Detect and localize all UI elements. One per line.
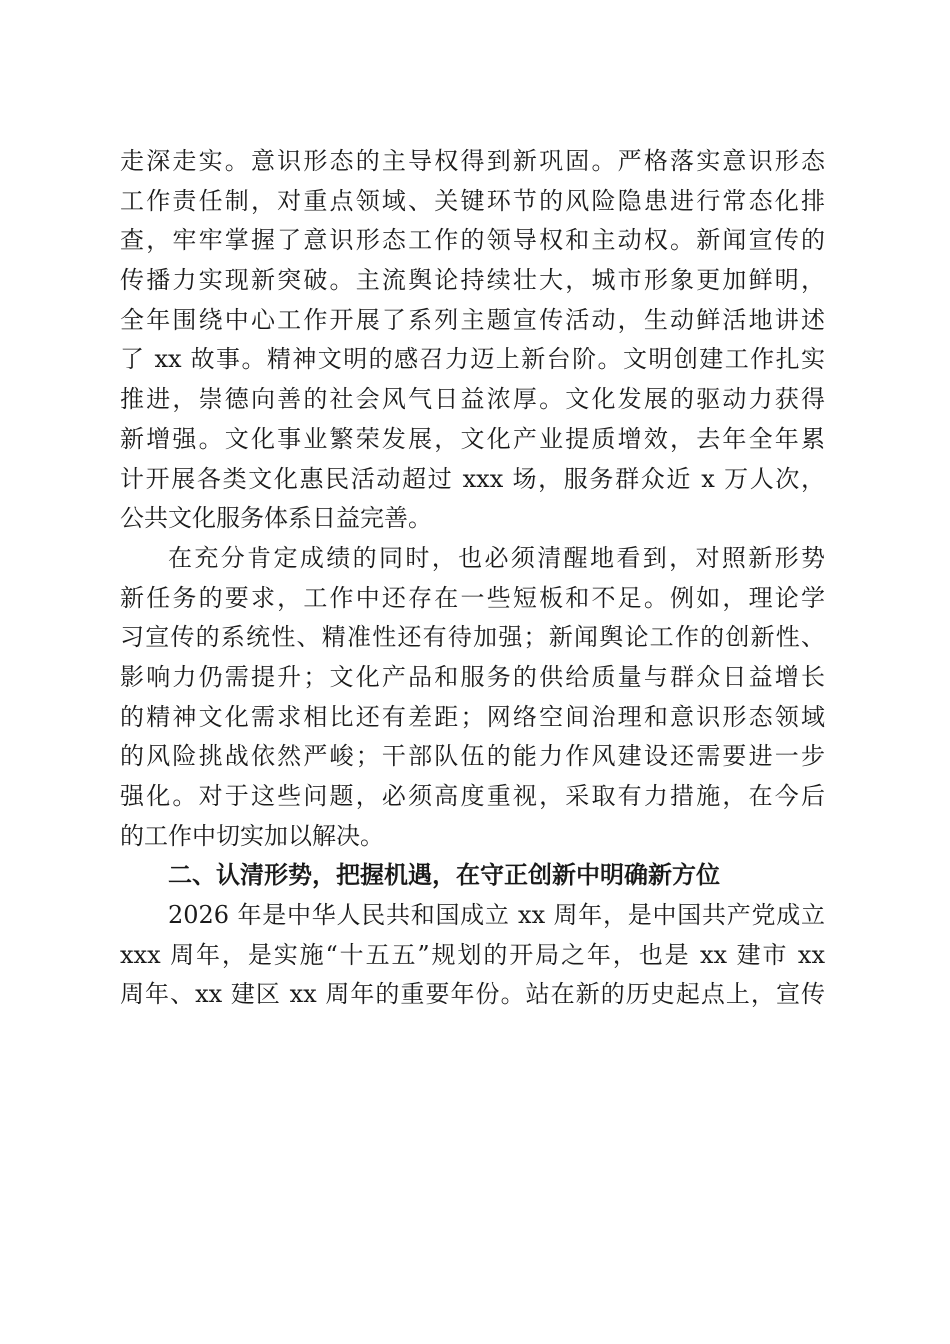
- text-line: 的工作中切实加以解决。: [120, 821, 384, 850]
- text-line: 新任务的要求，工作中还存在一些短板和不足。例如，理论学: [120, 583, 825, 612]
- document-page: [120, 142, 825, 1015]
- text-line: 公共文化服务体系日益完善。: [120, 504, 432, 533]
- text-line: 强化。对于这些问题，必须高度重视，采取有力措施，在今后: [120, 782, 825, 810]
- text-line: xxx 周年，是实施“十五五”规划的开局之年，也是 xx 建市 xx: [120, 940, 825, 969]
- text-line: 2026 年是中华人民共和国成立 xx 周年，是中国共产党成立: [168, 901, 825, 930]
- paragraph-achievements: [120, 142, 825, 539]
- text-line: 了 xx 故事。精神文明的感召力迈上新台阶。文明创建工作扎实: [120, 345, 825, 374]
- text-line: 在充分肯定成绩的同时，也必须清醒地看到，对照新形势: [168, 543, 825, 572]
- text-line: 影响力仍需提升；文化产品和服务的供给质量与群众日益增长: [120, 662, 825, 691]
- text-line: 推进，崇德向善的社会风气日益浓厚。文化发展的驱动力获得: [120, 385, 825, 414]
- text-line: 走深走实。意识形态的主导权得到新巩固。严格落实意识形态: [120, 147, 825, 175]
- text-line: 计开展各类文化惠民活动超过 xxx 场，服务群众近 x 万人次，: [120, 464, 825, 493]
- text-line: 查，牢牢掌握了意识形态工作的领导权和主动权。新闻宣传的: [120, 226, 825, 255]
- text-line: 工作责任制，对重点领域、关键环节的风险隐患进行常态化排: [120, 186, 825, 215]
- text-line: 周年、xx 建区 xx 周年的重要年份。站在新的历史起点上，宣传: [120, 980, 825, 1009]
- text-line: 新增强。文化事业繁荣发展，文化产业提质增效，去年全年累: [120, 424, 825, 453]
- text-line: 传播力实现新突破。主流舆论持续壮大，城市形象更加鲜明，: [120, 266, 825, 295]
- text-line: 习宣传的系统性、精准性还有待加强；新闻舆论工作的创新性、: [120, 623, 825, 652]
- paragraph-situation: [120, 896, 825, 1015]
- text-line: 全年围绕中心工作开展了系列主题宣传活动，生动鲜活地讲述: [120, 305, 825, 334]
- text-line: 的风险挑战依然严峻；干部队伍的能力作风建设还需要进一步: [120, 742, 825, 771]
- text-line: 的精神文化需求相比还有差距；网络空间治理和意识形态领域: [120, 702, 825, 731]
- section-heading: 二、认清形势，把握机遇，在守正创新中明确新方位: [168, 861, 720, 890]
- paragraph-shortcomings: [120, 539, 825, 857]
